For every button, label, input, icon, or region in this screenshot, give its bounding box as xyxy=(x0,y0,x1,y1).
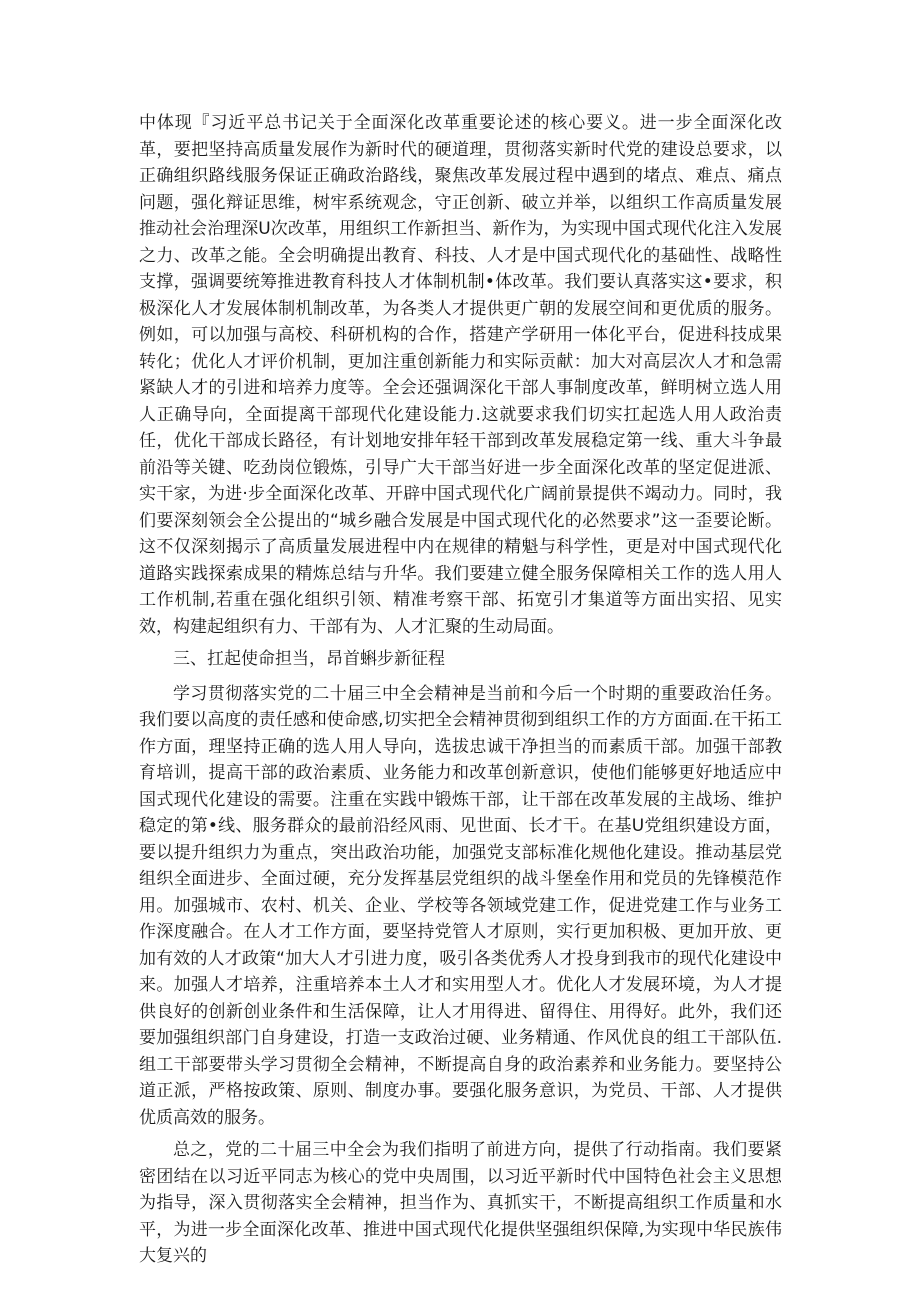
document-page xyxy=(139,110,782,1270)
section-heading: 三、扛起使命担当，昂首蝌步新征程 xyxy=(173,649,445,669)
body-paragraph: 总之，党的二十届三中全会为我们指明了前进方向，提供了行动指南。我们要紧密团结在以习近平同志为核心的党中央周围，以习近平新时代中国特色社会主义思想为指导，深入贯彻落实全会精神，担当作为、真抓实干，不断提高组织工作质量和水平，为进一步全面深化改革、推进中国式现代化提供坚强组织保障,为实现中华民族伟大复兴的 xyxy=(139,1140,782,1266)
body-paragraph: 学习贯彻落实党的二十届三中全会精神是当前和今后一个时期的重要政治任务。我们要以高度的责任感和使命感,切实把全会精神贯彻到组织工作的方方面面.在干拓工作方面，理坚持正确的选人用人导向，选拔忠诚干净担当的而素质干部。加强干部教育培训，提高干部的政治素质、业务能力和改革创新意识，使他们能够更好地适应中国式现代化建设的需要。注重在实践中锻炼干部，让干部在改革发展的主战场、维护稳定的第•线、服务群众的最前沿经风雨、见世面、长才干。在基U党组织建设方面，要以提升组织力为重点，突出政治功能，加强党支部标准化规他化建设。推动基层党组织全面进步、全面过硬，充分发挥基层党组织的战斗堡垒作用和党员的先锋模范作用。加强城市、农村、机关、企业、学校等各领域党建工作，促进党建工作与业务工作深度融合。在人才工作方面，要坚持党管人才原则，实行更加积极、更加开放、更加有效的人才政策“加大人才引进力度，吸引各类优秀人才投身到我市的现代化建设中来。加强人才培养，注重培养本土人才和实用型人才。优化人才发展环境，为人才提供良好的创新创业条件和生活保障，让人才用得进、留得住、用得好。此外，我们还要加强组织部门自身建设，打造一支政治过硬、业务精通、作风优良的组工干部队伍.组工干部要带头学习贯彻全会精神，不断提高自身的政治素养和业务能力。要坚持公道正派，严格按政策、原则、制度办事。要强化服务意识，为党员、干部、人才提供优质高效的服务。 xyxy=(139,683,782,1128)
body-paragraph: 中体现『习近平总书记关于全面深化改革重要论述的核心要义。进一步全面深化改革，要把坚持高质量发展作为新时代的硬道理，贯彻落实新时代党的建设总要求，以正确组织路线服务保证正确政治路线，聚焦改革发展过程中遇到的堵点、难点、痛点问题，强化辩证思维，树牢系统观念，守正创新、破立并举，以组织工作高质量发展推动社会治理深U次改革，用组织工作新担当、新作为，为实现中国式现代化注入发展之力、改革之能。全会明确提出教育、科技、人才是中国式现代化的基础性、战略性支撑，强调要统筹推进教育科技人才体制机制•体改革。我们要认真落实这•要求，积极深化人才发展体制机制改革，为各类人才提供更广朝的发展空间和更优质的服务。例如，可以加强与高校、科研机构的合作，搭建产学研用一体化平台，促进科技成果转化；优化人才评价机制，更加注重创新能力和实际贡献：加大对高层次人才和急需紧缺人才的引进和培养力度等。全会还强调深化干部人事制度改革，鲜明树立选人用人正确导向，全面提离干部现代化建设能力.这就要求我们切实扛起选人用人政治责任，优化干部成长路径，有计划地安排年轻干部到改革发展稳定第一线、重大斗争最前沿等关键、吃劲岗位锻炼，引导广大干部当好进一步全面深化改革的坚定促进派、实干家，为进·步全面深化改革、开辟中国式现代化广阔前景提供不竭动力。同时，我们要深刻领会全公提出的“城乡融合发展是中国式现代化的必然要求”这一歪要论断。这不仅深刻揭示了高质量发展进程中内在规律的精魁与科学性，更是对中国式现代化道路实践探索成果的精炼总结与升华。我们要建立健全服务保障相关工作的选人用人工作机制,若重在强化组织引领、精准考察干部、拓宽引才集道等方面出实招、见实效，构建起组织有力、干部有为、人才汇聚的生动局面。 xyxy=(139,113,782,637)
